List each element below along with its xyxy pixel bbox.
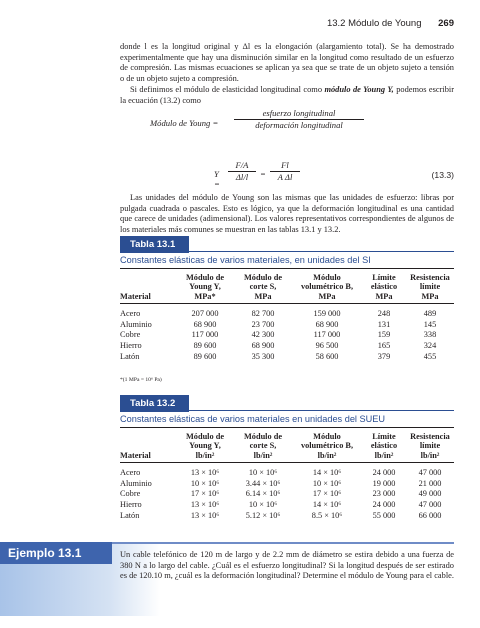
table-cell-value: 24 000 (372, 500, 396, 509)
table-cell-value: 68 900 (193, 319, 217, 329)
table-2-header-ultimate-strength: Resistencia límite lb/in² (410, 432, 450, 460)
table-cell-value: 10 × 10⁶ (248, 500, 278, 509)
table-1-header-shear: Módulo de corte S, MPa (243, 273, 283, 301)
table-1-label: Tabla 13.1 (120, 236, 189, 253)
table-1-header-young: Módulo de Young Y, MPa* (185, 273, 225, 301)
table-cell-value: 24 000 (372, 468, 396, 478)
table-row (120, 489, 454, 500)
table-cell-material: Acero (120, 309, 141, 319)
table-row (120, 309, 454, 320)
equation-numerator: esfuerzo longitudinal (234, 108, 364, 120)
equation-y: Y = (214, 169, 220, 189)
table-2-top-rule (120, 427, 454, 428)
table-2-header-young: Módulo de Young Y, lb/in² (185, 432, 225, 460)
table-row (120, 479, 454, 490)
intro-lead: Si definimos el módulo de elasticidad longitudinal como (130, 85, 323, 94)
table-cell-value: 131 (377, 319, 391, 329)
table-cell-value: 159 000 (313, 309, 341, 319)
equation-number: (13.3) (431, 170, 454, 180)
table-cell-value: 47 000 (418, 468, 442, 478)
table-2 (120, 432, 454, 521)
table-cell-material: Latón (120, 351, 140, 361)
running-header (327, 18, 454, 29)
table-row (120, 320, 454, 331)
table-1-header-row (120, 273, 454, 304)
table-cell-value: 35 300 (251, 351, 275, 361)
table-cell-value: 379 (377, 351, 391, 361)
table-cell-value: 13 × 10⁶ (190, 510, 220, 520)
fraction-denominator: Δl/l (235, 172, 249, 182)
table-cell-value: 324 (423, 341, 437, 350)
table-cell-value: 66 000 (418, 510, 442, 520)
equation-lhs: Módulo de Young = (150, 118, 219, 128)
table-cell-value: 42 300 (251, 330, 275, 340)
table-cell-value: 17 × 10⁶ (312, 489, 342, 499)
table-cell-value: 10 × 10⁶ (190, 478, 220, 488)
table-cell-value: 89 600 (193, 341, 217, 350)
table-cell-material: Hierro (120, 500, 142, 509)
table-1-header-ultimate-strength: Resistencia límite MPa (410, 273, 450, 301)
page-number: 269 (438, 18, 454, 29)
table-cell-value: 14 × 10⁶ (312, 500, 342, 509)
table-cell-value: 21 000 (418, 478, 442, 488)
intro-tail: podemos escribir la ecuación (13.2) como (120, 85, 455, 105)
table-cell-value: 89 600 (193, 351, 217, 361)
table-1-caption: Constantes elásticas de varios materiales, en unidades del SI (120, 255, 371, 265)
table-cell-value: 3.44 × 10⁶ (245, 478, 281, 488)
table-1-top-rule (120, 268, 454, 269)
equation-fraction (234, 108, 364, 130)
table-row (120, 500, 454, 511)
table-cell-value: 19 000 (372, 478, 396, 488)
table-cell-value: 96 500 (315, 341, 339, 350)
intro-paragraph-2 (120, 85, 454, 106)
table-cell-material: Acero (120, 468, 141, 478)
table-cell-value: 13 × 10⁶ (190, 468, 220, 478)
table-2-header-material: Material (120, 450, 151, 460)
table-2-header-shear: Módulo de corte S, lb/in² (243, 432, 283, 460)
table-cell-value: 82 700 (251, 309, 275, 319)
table-cell-material: Cobre (120, 489, 141, 499)
table-row (120, 468, 454, 479)
table-cell-value: 145 (423, 319, 437, 329)
table-1-header-material: Material (120, 291, 151, 301)
table-row (120, 352, 454, 363)
table-cell-value: 207 000 (191, 309, 219, 319)
table-cell-material: Cobre (120, 330, 141, 340)
table-cell-value: 14 × 10⁶ (312, 468, 342, 478)
example-label: Ejemplo 13.1 (8, 546, 82, 560)
table-cell-value: 23 700 (251, 319, 275, 329)
table-cell-value: 117 000 (313, 330, 341, 340)
table-2-header-bulk: Módulo volumétrico B, lb/in² (300, 432, 354, 460)
table-cell-value: 248 (377, 309, 391, 319)
table-1-header-elastic-limit: Límite elástico MPa (370, 273, 398, 301)
fraction-stress-strain (228, 160, 256, 182)
equation-denominator: deformación longitudinal (255, 120, 343, 130)
table-cell-value: 47 000 (418, 500, 442, 509)
table-cell-value: 13 × 10⁶ (190, 500, 220, 509)
example-rule (112, 542, 454, 544)
table-2-header-elastic-limit: Límite elástico lb/in² (370, 432, 398, 460)
table-2-label: Tabla 13.2 (120, 395, 189, 412)
table-1 (120, 273, 454, 362)
fraction-numerator: F/A (228, 160, 256, 172)
table-cell-value: 58 600 (315, 351, 339, 361)
table-cell-value: 49 000 (418, 489, 442, 499)
table-cell-value: 10 × 10⁶ (248, 468, 278, 478)
table-cell-value: 23 000 (372, 489, 396, 499)
table-1-footnote: *(1 MPa = 10⁶ Pa) (120, 377, 162, 383)
fraction-numerator-2: Fl (270, 160, 300, 172)
table-2-rule (120, 410, 454, 411)
table-cell-value: 455 (423, 351, 437, 361)
paragraph-units: Las unidades del módulo de Young son las mismas que las unidades de esfuerzo: libras por pulgada cuadrada o pascales. Esto es lógico, ya que la deformación longitudinal es una cantidad que carece de unidades (adimensional). Los valores representativos correspondientes de algunos de los materiales más comunes se muestran en las tablas 13.1 y 13.2. (120, 193, 454, 234)
table-cell-value: 68 900 (315, 319, 339, 329)
table-cell-value: 165 (377, 341, 391, 350)
table-cell-value: 68 900 (251, 341, 275, 350)
example-text: Un cable telefónico de 120 m de largo y de 2.2 mm de diámetro se estira debido a una fuerza de 380 N a lo largo del cable. ¿Cuál es el esfuerzo longitudinal? Si la longitud después de ser estirado es de 120.10 m, ¿cuál es la deformación longitudinal? Determine el módulo de Young para el cable. (120, 550, 454, 581)
table-2-header-row (120, 432, 454, 463)
table-2-caption: Constantes elásticas de varios materiales en unidades del SUEU (120, 414, 386, 424)
table-cell-value: 5.12 × 10⁶ (245, 510, 281, 520)
table-cell-value: 159 (377, 330, 391, 340)
equation-equals: = (260, 169, 266, 179)
table-cell-value: 17 × 10⁶ (190, 489, 220, 499)
fraction-denominator-2: A Δl (277, 172, 293, 182)
table-cell-value: 8.5 × 10⁶ (311, 510, 343, 520)
table-cell-value: 117 000 (191, 330, 219, 340)
fraction-fl-aDl (270, 160, 300, 182)
table-row (120, 330, 454, 341)
table-row (120, 511, 454, 522)
table-cell-value: 55 000 (372, 510, 396, 520)
table-cell-material: Hierro (120, 341, 142, 350)
section-title: 13.2 Módulo de Young (326, 18, 422, 29)
table-cell-material: Latón (120, 510, 140, 520)
table-cell-value: 10 × 10⁶ (312, 478, 342, 488)
intro-paragraph-1: donde l es la longitud original y Δl es la elongación (alargamiento total). Se ha demostrado experimentalmente que hay una disminución similar en la longitud como resultado de un esfuerzo de compresión. Las mismas ecuaciones se aplican ya sea que se trate de un objeto sujeto a tensión o de un objeto sujeto a compresión. (120, 42, 454, 83)
table-cell-material: Aluminio (120, 478, 152, 488)
table-cell-value: 338 (423, 330, 437, 340)
table-1-rule (120, 251, 454, 252)
table-cell-material: Aluminio (120, 319, 152, 329)
table-1-header-bulk: Módulo volumétrico B, MPa (300, 273, 354, 301)
table-cell-value: 489 (423, 309, 437, 319)
table-cell-value: 6.14 × 10⁶ (245, 489, 281, 499)
young-modulus-term: módulo de Young Y, (324, 85, 394, 94)
table-row (120, 341, 454, 352)
